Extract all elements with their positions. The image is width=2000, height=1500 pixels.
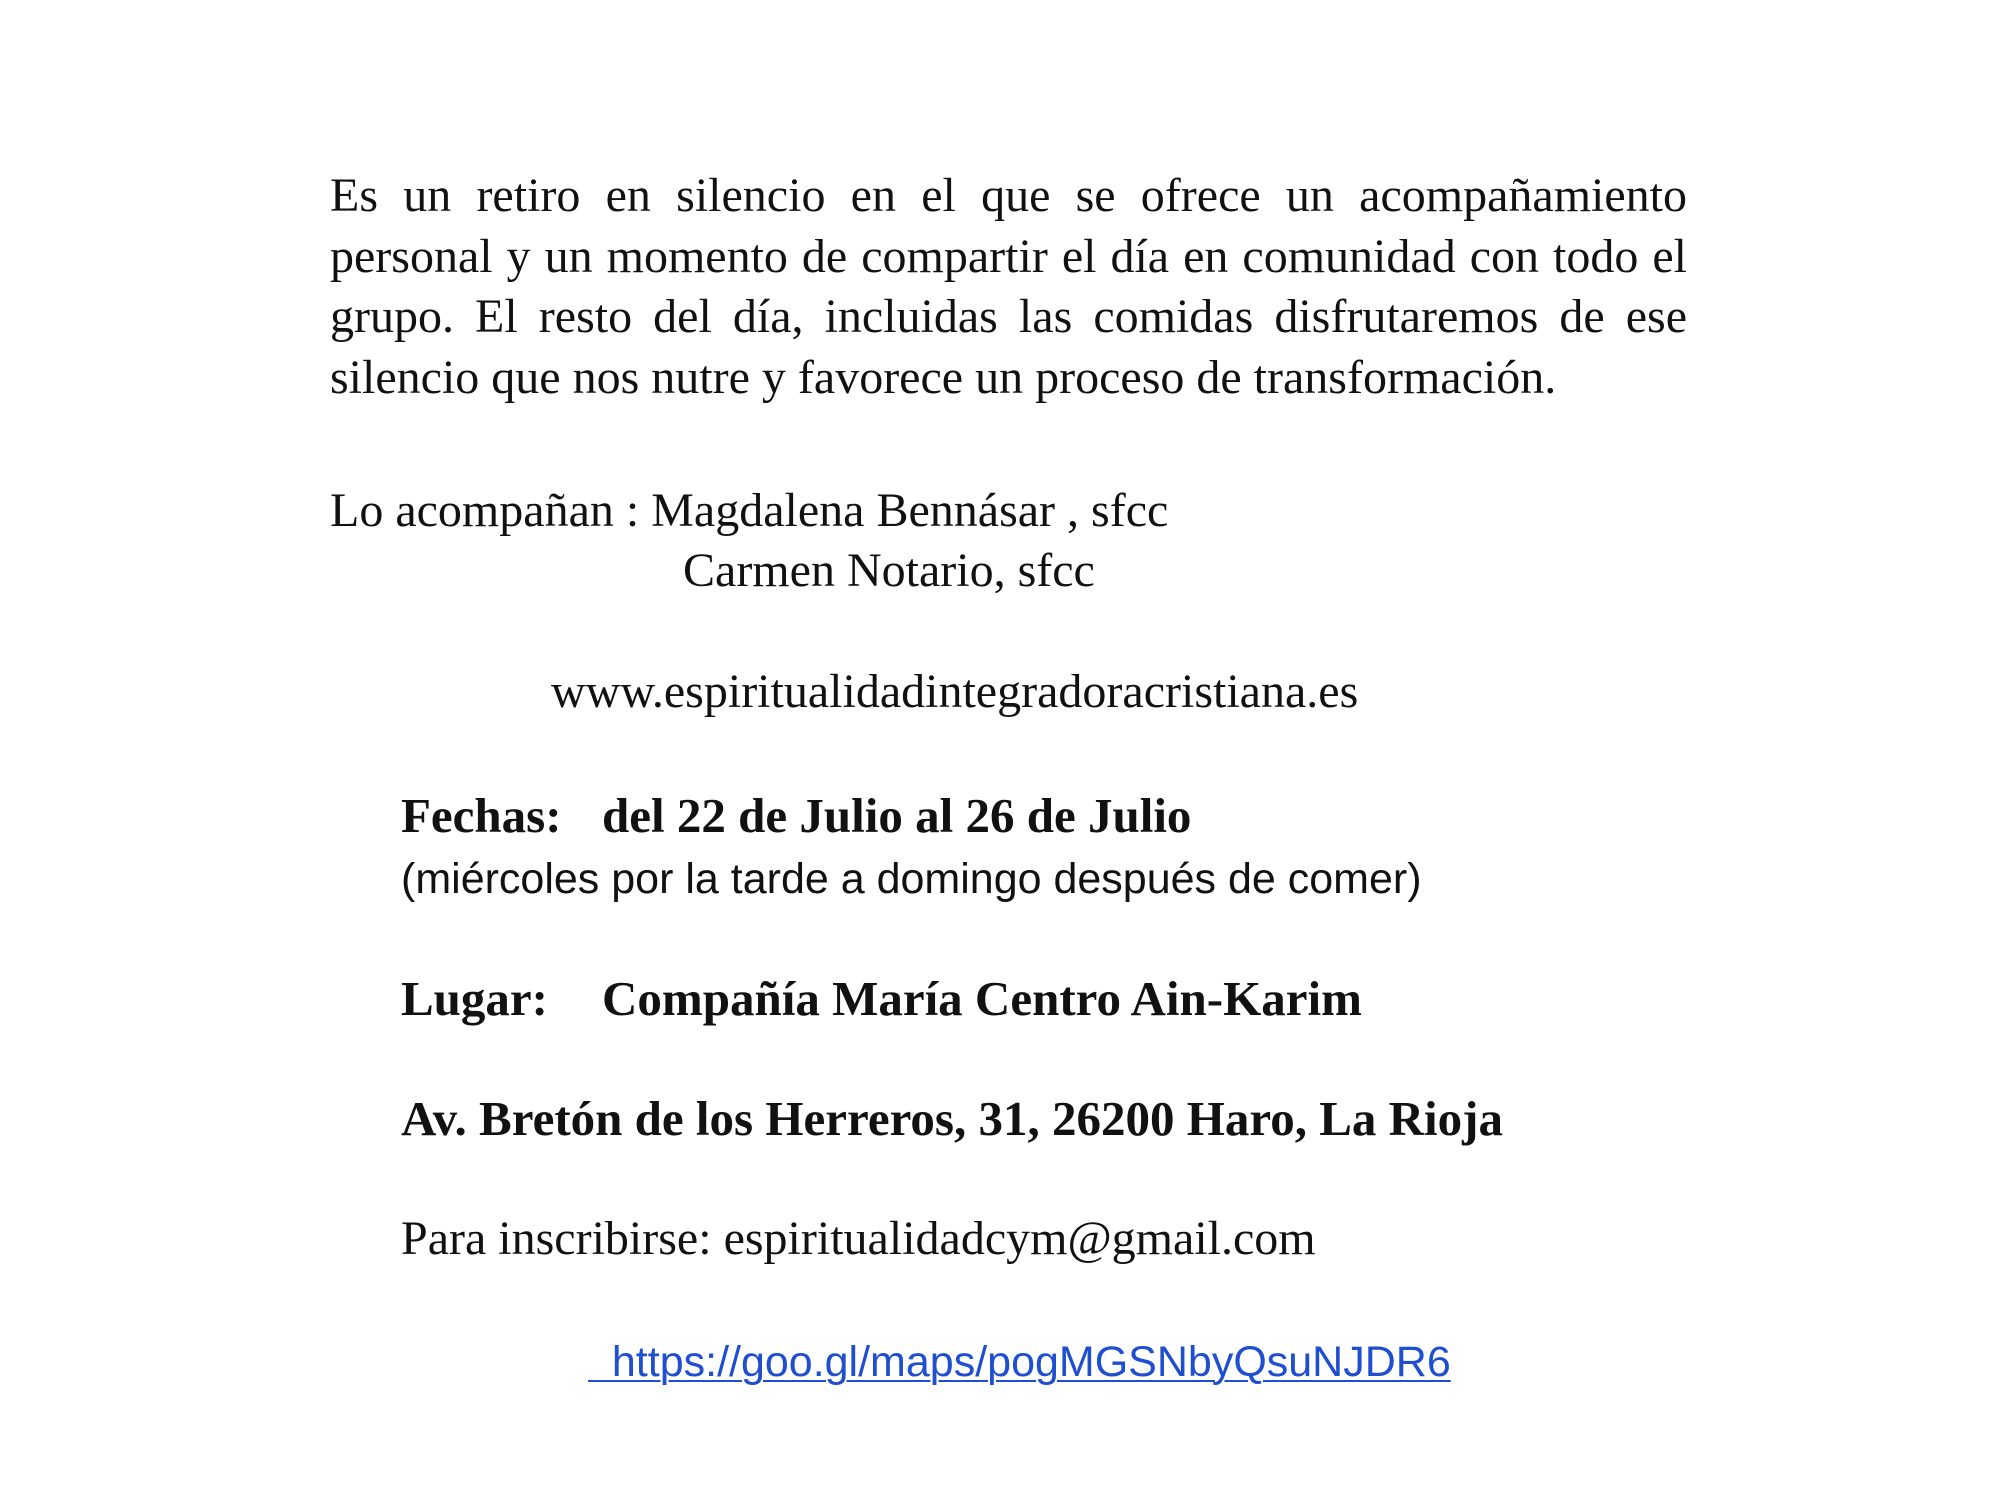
address-text: Av. Bretón de los Herreros, 31, 26200 Haro, La Rioja xyxy=(401,1091,1503,1146)
second-companion: Carmen Notario, sfcc xyxy=(683,544,1095,597)
place-label: Lugar: xyxy=(401,971,548,1026)
dates-note: (miércoles por la tarde a domingo después de comer) xyxy=(401,855,1422,903)
dates-label: Fechas: xyxy=(401,788,562,843)
retreat-description: Es un retiro en silencio en el que se ofrece un acompañamiento personal y un momento de compartir el día en comunidad con todo el grupo. El resto del día, incluidas las comidas disfrutaremos de ese silencio que nos nutre y favorece un proceso de transformación. xyxy=(330,169,1687,404)
companions-line: Lo acompañan : Magdalena Bennásar , sfcc xyxy=(330,484,1169,537)
dates-value: del 22 de Julio al 26 de Julio xyxy=(602,788,1192,843)
website-text: www.espiritualidadintegradoracristiana.es xyxy=(551,665,1359,718)
place-value: Compañía María Centro Ain-Karim xyxy=(602,971,1362,1026)
map-link[interactable]: https://goo.gl/maps/pogMGSNbyQsuNJDR6 xyxy=(588,1338,1451,1386)
registration-contact: Para inscribirse: espiritualidadcym@gmail.com xyxy=(401,1212,1316,1265)
